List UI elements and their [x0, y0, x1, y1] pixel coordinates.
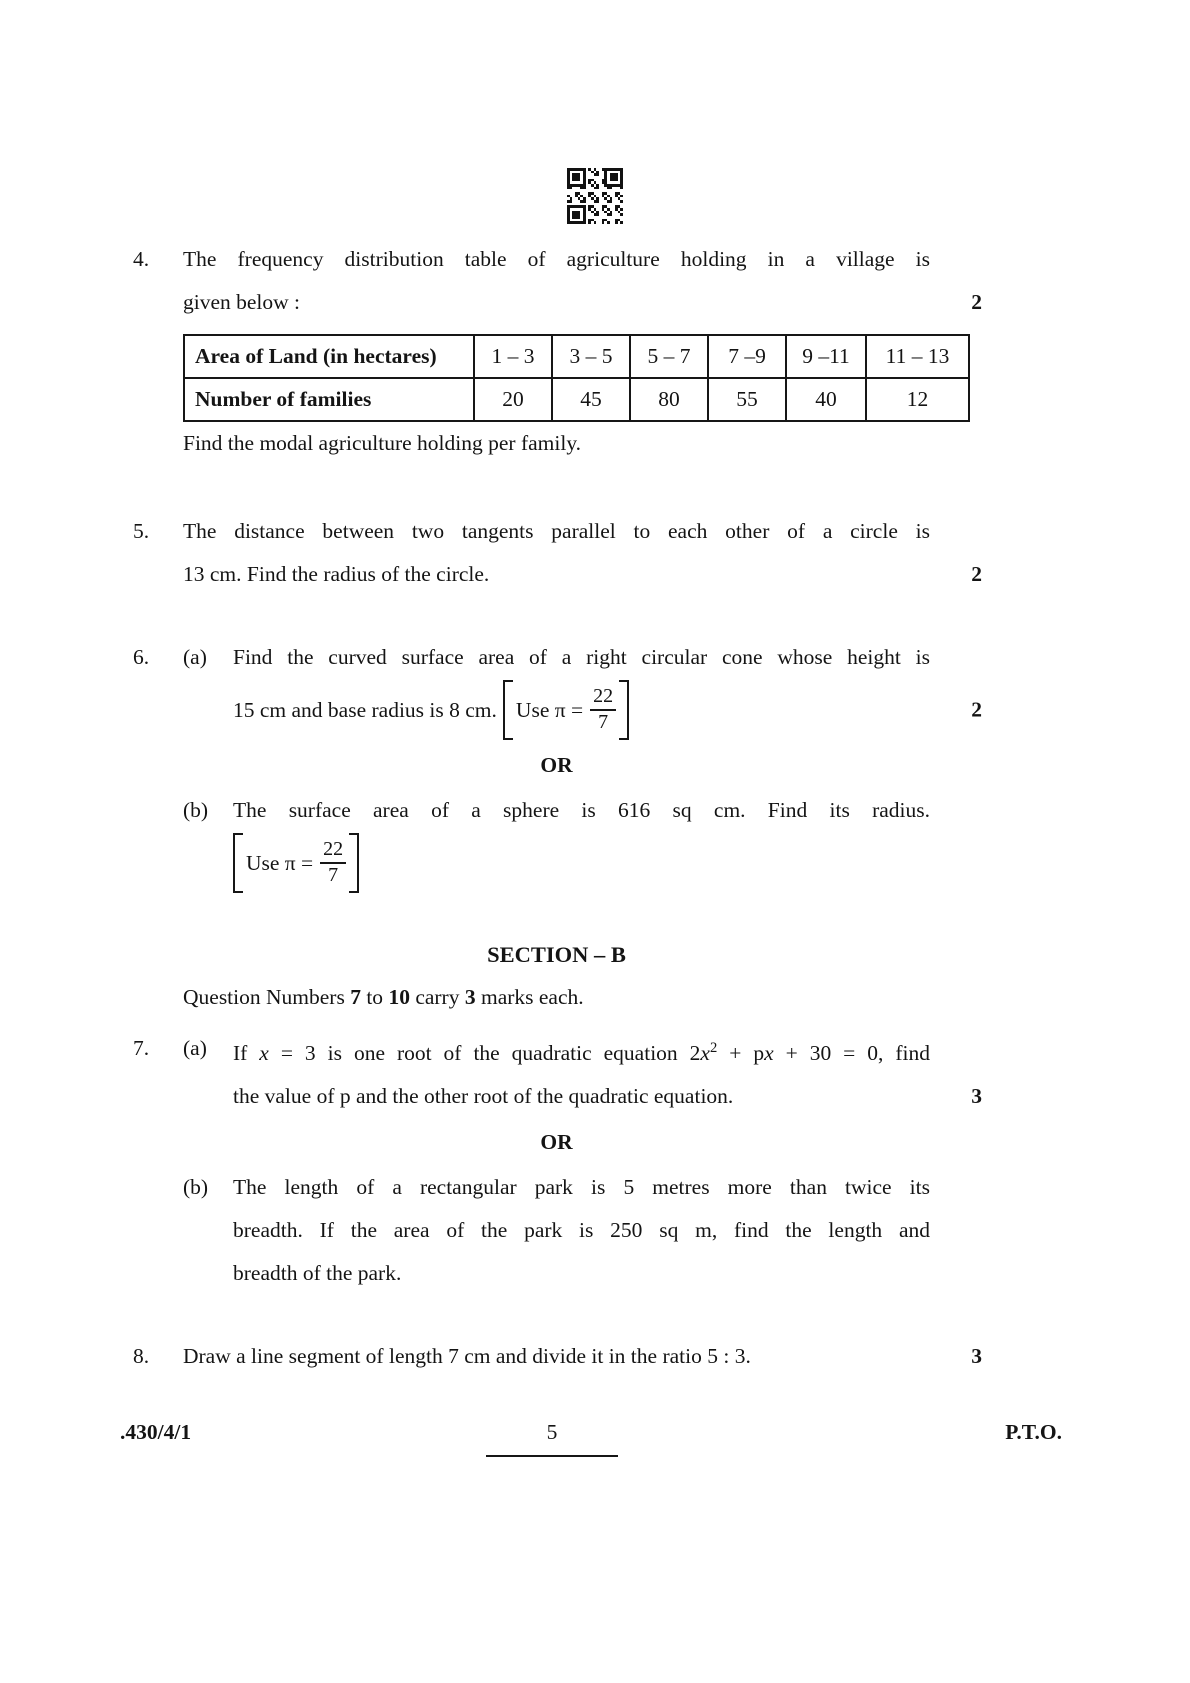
range-cell: 5 – 7 [630, 335, 708, 378]
question-8 [0, 1335, 1190, 1378]
question-6-marks: 2 [971, 697, 982, 722]
eq-part: + 30 = 0, find [773, 1041, 930, 1066]
table-header-area: Area of Land (in hectares) [184, 335, 474, 378]
section-b-title: SECTION – B [487, 942, 626, 967]
paper-code: .430/4/1 [120, 1420, 192, 1445]
question-6-body [183, 636, 982, 894]
qr-code-wrapper [0, 0, 1190, 224]
question-6a-body [233, 636, 982, 741]
fraction-denominator: 7 [598, 711, 609, 733]
question-5 [0, 510, 1190, 596]
section-b-header-body [183, 894, 930, 976]
value-cell: 40 [786, 378, 866, 421]
question-4-followup: Find the modal agriculture holding per family. [183, 431, 582, 455]
question-7b-body [233, 1166, 930, 1295]
question-6-or: OR [540, 753, 573, 777]
question-7a-body [233, 1027, 982, 1118]
fraction-numerator: 22 [320, 838, 346, 864]
eq-var-x: x [764, 1041, 774, 1066]
right-bracket [349, 833, 359, 892]
question-7-body [183, 1027, 982, 1295]
question-7b-line3: breadth of the park. [233, 1261, 402, 1286]
intro-part: carry [409, 985, 465, 1009]
use-pi-expression [503, 680, 629, 739]
question-5-body [183, 510, 982, 596]
question-5-line1: The distance between two tangents parallel to each other of a circle is [183, 519, 930, 543]
use-pi-expression [233, 833, 359, 892]
page-number-block [486, 1420, 618, 1457]
left-bracket [233, 833, 243, 892]
pi-inner [513, 680, 619, 739]
value-cell: 45 [552, 378, 630, 421]
section-b-spacer [133, 894, 183, 976]
question-6b-line1: The surface area of a sphere is 616 sq cm. Find its radius. [233, 798, 930, 822]
eq-var-x: x [700, 1041, 710, 1066]
question-8-line1 [183, 1335, 982, 1378]
question-7-or: OR [540, 1130, 573, 1155]
fraction-denominator: 7 [328, 864, 339, 886]
question-7a [183, 1027, 982, 1118]
value-cell: 12 [866, 378, 969, 421]
range-cell: 11 – 13 [866, 335, 969, 378]
fraction-numerator: 22 [590, 685, 616, 711]
range-cell: 3 – 5 [552, 335, 630, 378]
question-6 [0, 636, 1190, 894]
value-cell: 55 [708, 378, 786, 421]
intro-part: to [360, 985, 389, 1009]
table-row-ranges [184, 335, 969, 378]
question-6a-label: (a) [183, 645, 207, 669]
pi-prefix: Use π = [515, 697, 584, 722]
question-6a-line2 [233, 679, 982, 741]
page-footer [0, 1420, 1190, 1490]
value-cell: 20 [474, 378, 552, 421]
question-4-line2 [183, 281, 982, 324]
eq-part: If [233, 1041, 260, 1066]
question-6a-line1: Find the curved surface area of a right circular cone whose height is [233, 645, 930, 669]
pi-fraction [320, 838, 346, 887]
question-7b-line1: The length of a rectangular park is 5 metres more than twice its [233, 1175, 930, 1200]
page-number-rule [486, 1455, 618, 1457]
range-cell: 7 –9 [708, 335, 786, 378]
question-7a-label: (a) [183, 1036, 207, 1060]
frequency-table-wrapper [183, 334, 1190, 422]
left-bracket [503, 680, 513, 739]
question-6b-body [233, 789, 930, 894]
pi-inner [243, 833, 349, 892]
section-b-intro [183, 976, 1190, 1019]
question-4-line1: The frequency distribution table of agriculture holding in a village is [183, 247, 930, 271]
range-cell: 9 –11 [786, 335, 866, 378]
eq-var-x: x [259, 1041, 269, 1066]
question-8-number: 8. [133, 1344, 150, 1369]
right-bracket [619, 680, 629, 739]
section-b-header-row [0, 894, 1190, 976]
question-6-number: 6. [133, 645, 150, 669]
question-7a-line2 [233, 1075, 982, 1118]
question-4-line2-text: given below : [183, 290, 301, 314]
question-7-number: 7. [133, 1036, 150, 1060]
range-cell: 1 – 3 [474, 335, 552, 378]
intro-part: marks each. [475, 985, 584, 1009]
question-4-body [183, 238, 982, 324]
question-6a-line2-text: 15 cm and base radius is 8 cm. [233, 697, 497, 722]
question-4-number: 4. [133, 247, 150, 271]
intro-part: Question Numbers [183, 985, 351, 1009]
question-7b [183, 1166, 930, 1295]
intro-part-bold: 7 [350, 985, 361, 1009]
eq-part: = 3 is one root of the quadratic equation 2 [268, 1041, 701, 1066]
eq-part: + p [717, 1041, 765, 1066]
question-8-body [183, 1335, 982, 1378]
qr-code-icon [567, 168, 623, 224]
page-number: 5 [546, 1420, 558, 1445]
question-6b-label: (b) [183, 798, 209, 822]
eq-exponent: 2 [709, 1040, 718, 1056]
question-7b-line2: breadth. If the area of the park is 250 sq m, find the length and [233, 1218, 930, 1243]
question-7b-label: (b) [183, 1175, 209, 1200]
question-6b-line2 [233, 832, 930, 894]
intro-part-bold: 10 [388, 985, 410, 1009]
question-5-line2 [183, 553, 982, 596]
frequency-distribution-table [183, 334, 970, 422]
question-7a-line1 [233, 1027, 930, 1075]
question-7a-line2-text: the value of p and the other root of the quadratic equation. [233, 1084, 734, 1109]
question-5-number: 5. [133, 519, 150, 543]
pi-fraction [590, 685, 616, 734]
question-8-marks: 3 [971, 1344, 982, 1369]
question-4-marks: 2 [971, 290, 982, 314]
pi-prefix: Use π = [246, 850, 314, 875]
question-5-line2-text: 13 cm. Find the radius of the circle. [183, 562, 490, 586]
table-header-families: Number of families [184, 378, 474, 421]
question-8-text: Draw a line segment of length 7 cm and divide it in the ratio 5 : 3. [183, 1344, 751, 1369]
pto-label: P.T.O. [1005, 1420, 1062, 1445]
intro-part-bold: 3 [464, 985, 476, 1009]
value-cell: 80 [630, 378, 708, 421]
question-6a [183, 636, 982, 741]
question-4 [0, 238, 1190, 324]
question-5-marks: 2 [971, 562, 982, 586]
question-7 [0, 1027, 1190, 1295]
table-row-families [184, 378, 969, 421]
question-6b [183, 789, 930, 894]
question-7-marks: 3 [971, 1084, 982, 1109]
